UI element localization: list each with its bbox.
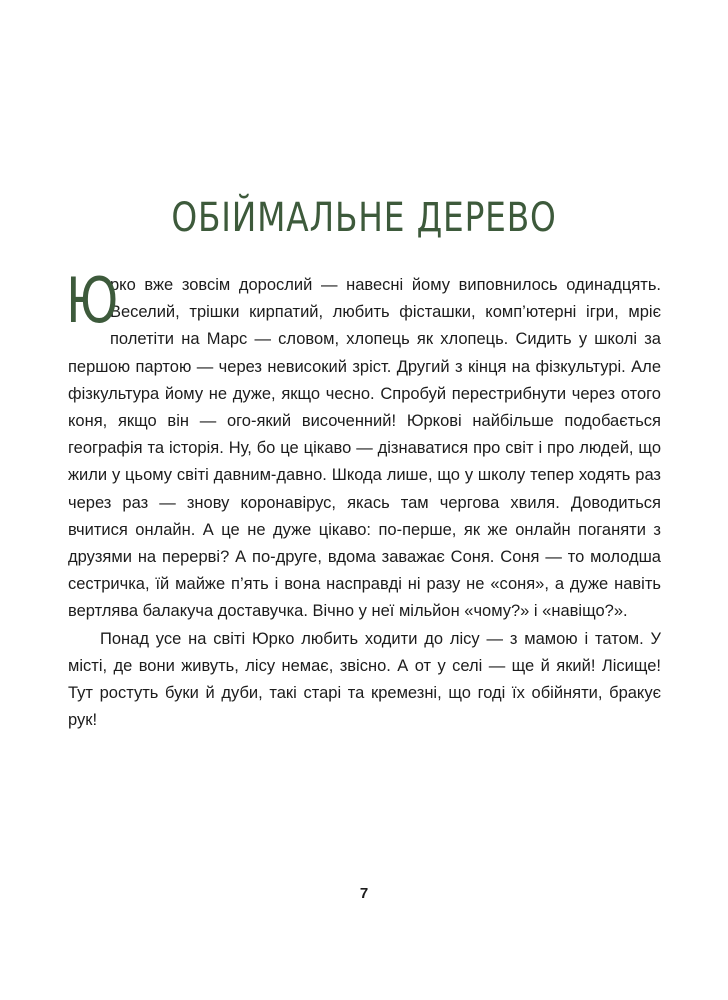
paragraph-1-text: рко вже зовсім дорослий — навесні йому виповнилось одинадцять. Веселий, трішки кирпатий, любить фісташки, комп’ютерні ігри, мріє полетіти на Марс — словом, хлопець як хлопець. Сидить у школі за першою партою — через невисокий зріст. Другий з кінця на фізкультурі. Але фізкультура йому не дуже, якщо чесно. Спробуй перестрибнути через отого коня, якщо він — ого-який височенний! Юркові найбільше подобається географія та історія. Ну, бо це цікаво — дізнаватися про світ і про людей, що жили у цьому світі давним-давно. Шкода лише, що у школу тепер ходять раз через раз — знову коронавірус, якась там чергова хвиля. Доводиться вчитися онлайн. А це не дуже цікаво: по-перше, як же онлайн поганяти з друзями на перерві? А по-друге, вдома заважає Соня. Соня — то молодша сестричка, їй майже п’ять і вона насправді ні разу не «соня», а дуже навіть вертлява балакуча доставучка. Вічно у неї мільйон «чому?» і «навіщо?».	[68, 276, 661, 621]
chapter-title: ОБІЙМАЛЬНЕ ДЕРЕВО	[171, 195, 557, 241]
drop-cap: Ю	[66, 264, 119, 337]
body-text	[66, 264, 661, 734]
paragraph-1	[66, 264, 661, 626]
page-number: 7	[359, 885, 369, 902]
paragraph-2: Понад усе на світі Юрко любить ходити до лісу — з мамою і татом. У місті, де вони живуть, лісу немає, звісно. А от у селі — ще й який! Лісище! Тут ростуть буки й дуби, такі старі та кремезні, що годі їх обійняти, бракує рук!	[68, 629, 661, 730]
